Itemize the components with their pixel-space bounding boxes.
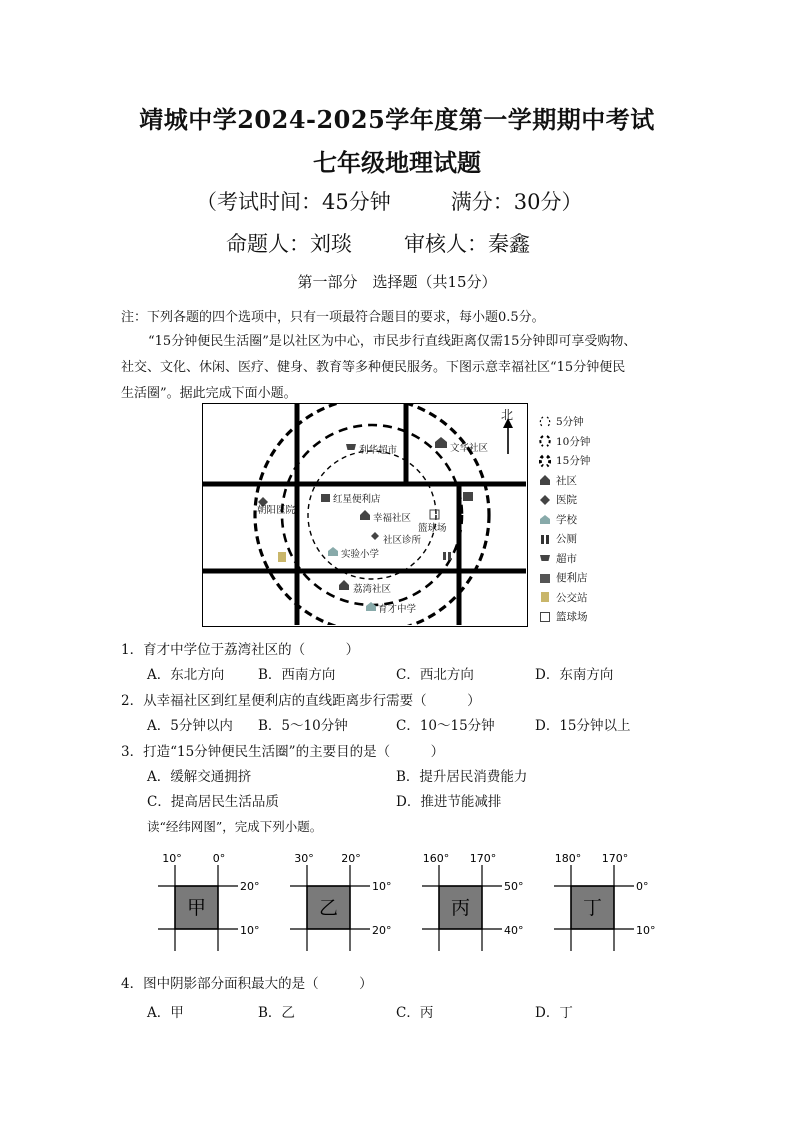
grid-figure-2 bbox=[290, 851, 400, 951]
legend-item: 篮球场 bbox=[538, 607, 590, 627]
legend-item: 社区 bbox=[538, 471, 590, 491]
q3-option-c[interactable]: C．提高居民生活品质 bbox=[147, 794, 279, 810]
supermarket-icon bbox=[346, 444, 356, 450]
instruction-note: 注：下列各题的四个选项中，只有一项最符合题目的要求，每小题0.5分。 bbox=[121, 310, 545, 325]
intro-line-2: 社交、文化、休闲、医疗、健身、教育等多种便民服务。下图示意幸福社区“15分钟便民 bbox=[121, 360, 626, 375]
grid-figure-3 bbox=[422, 851, 532, 951]
legend-item: 5分钟 bbox=[538, 412, 590, 432]
legend-item: 10分钟 bbox=[538, 432, 590, 452]
court-icon bbox=[538, 610, 552, 624]
legend-item: 学校 bbox=[538, 510, 590, 530]
exam-title: 靖城中学2024-2025学年度第一学期期中考试 bbox=[139, 105, 655, 134]
q2-option-d[interactable]: D．15分钟以上 bbox=[535, 718, 631, 734]
lon-right-label: 170° bbox=[601, 852, 629, 865]
map-legend bbox=[538, 412, 590, 627]
lat-bottom-label: 10° bbox=[240, 924, 260, 937]
store-icon bbox=[321, 494, 330, 502]
lon-right-label: 0° bbox=[212, 852, 226, 865]
q3-option-d[interactable]: D．推进节能减排 bbox=[396, 794, 502, 810]
q1-option-b[interactable]: B．西南方向 bbox=[258, 667, 336, 683]
q1-option-c[interactable]: C．西北方向 bbox=[396, 667, 474, 683]
15min-circle-icon bbox=[538, 454, 552, 468]
grid-name: 丙 bbox=[450, 897, 471, 919]
label-hongxing: 红星便利店 bbox=[333, 494, 381, 505]
court-icon bbox=[430, 510, 439, 519]
intro-line-1: “15分钟便民生活圈”是以社区为中心，市民步行直线距离仅需15分钟即可享受购物、 bbox=[148, 334, 637, 349]
legend-item: 15分钟 bbox=[538, 451, 590, 471]
legend-item: 超市 bbox=[538, 549, 590, 569]
community-icon bbox=[339, 580, 349, 590]
q1-option-d[interactable]: D．东南方向 bbox=[535, 667, 614, 683]
intro-paragraph bbox=[121, 329, 681, 407]
school-icon bbox=[366, 602, 376, 611]
grid-name: 乙 bbox=[318, 897, 339, 919]
store-icon bbox=[463, 492, 473, 501]
lat-top-label: 50° bbox=[504, 880, 524, 893]
grid-name: 丁 bbox=[582, 897, 603, 919]
label-chaoyang: 朝阳医院 bbox=[257, 505, 296, 516]
q4-option-d[interactable]: D．丁 bbox=[535, 1005, 573, 1021]
label-yucai: 育才中学 bbox=[378, 604, 417, 615]
toilet-icon bbox=[538, 532, 552, 546]
supermarket-icon bbox=[538, 551, 552, 565]
school-icon bbox=[538, 512, 552, 526]
q1-option-a[interactable]: A．东北方向 bbox=[147, 667, 225, 683]
q3-option-a[interactable]: A．缓解交通拥挤 bbox=[147, 769, 252, 785]
5min-circle-icon bbox=[538, 415, 552, 429]
bus-stop-icon bbox=[538, 590, 552, 604]
10min-circle-icon bbox=[538, 434, 552, 448]
bus-stop-icon bbox=[278, 552, 286, 562]
full-score: 满分：30分） bbox=[450, 190, 583, 214]
lon-left-label: 10° bbox=[162, 852, 182, 865]
lon-right-label: 20° bbox=[341, 852, 361, 865]
q4-option-b[interactable]: B．乙 bbox=[258, 1005, 295, 1021]
setter: 命题人：刘琰 bbox=[226, 232, 352, 256]
hospital-icon bbox=[538, 493, 552, 507]
question-2: 2．从幸福社区到红星便利店的直线距离步行需要（ ） bbox=[121, 693, 481, 709]
lat-top-label: 20° bbox=[240, 880, 260, 893]
reviewer: 审核人：秦鑫 bbox=[404, 232, 530, 256]
intro-line-3: 生活圈”。据此完成下面小题。 bbox=[121, 386, 297, 401]
lon-right-label: 170° bbox=[469, 852, 497, 865]
q4-option-a[interactable]: A．甲 bbox=[147, 1005, 184, 1021]
exam-staff bbox=[226, 228, 530, 258]
exam-time: （考试时间：45分钟 bbox=[196, 190, 391, 214]
section-title: 第一部分 选择题（共15分） bbox=[297, 273, 497, 291]
community-map bbox=[202, 403, 528, 627]
school-icon bbox=[328, 547, 338, 556]
q2-option-b[interactable]: B．5～10分钟 bbox=[258, 718, 348, 734]
label-lanqiu: 篮球场 bbox=[418, 523, 447, 534]
q3-option-b[interactable]: B．提升居民消费能力 bbox=[396, 769, 528, 785]
hospital-icon bbox=[371, 532, 379, 540]
label-liwan: 荔湾社区 bbox=[353, 584, 392, 595]
toilet-icon bbox=[443, 552, 446, 560]
community-icon bbox=[360, 510, 370, 520]
lat-bottom-label: 20° bbox=[372, 924, 392, 937]
north-arrow bbox=[503, 418, 513, 454]
lat-top-label: 0° bbox=[636, 880, 649, 893]
exam-subtitle: 七年级地理试题 bbox=[313, 148, 481, 177]
q4-option-c[interactable]: C．丙 bbox=[396, 1005, 434, 1021]
grid-intro: 读“经纬网图”，完成下列小题。 bbox=[147, 819, 323, 834]
question-3: 3．打造“15分钟便民生活圈”的主要目的是（ ） bbox=[121, 744, 445, 760]
grid-name: 甲 bbox=[186, 897, 207, 919]
grid-figure-1 bbox=[158, 851, 268, 951]
community-icon bbox=[435, 437, 447, 448]
legend-item: 公交站 bbox=[538, 588, 590, 608]
question-4: 4．图中阴影部分面积最大的是（ ） bbox=[121, 976, 373, 992]
legend-item: 医院 bbox=[538, 490, 590, 510]
lat-top-label: 10° bbox=[372, 880, 392, 893]
lon-left-label: 160° bbox=[422, 852, 450, 865]
q2-option-c[interactable]: C．10～15分钟 bbox=[396, 718, 495, 734]
q2-option-a[interactable]: A．5分钟以内 bbox=[147, 718, 233, 734]
lon-left-label: 30° bbox=[294, 852, 314, 865]
legend-item: 便利店 bbox=[538, 568, 590, 588]
label-shiyan: 实验小学 bbox=[341, 549, 380, 560]
question-1: 1．育才中学位于荔湾社区的（ ） bbox=[121, 642, 360, 658]
label-clinic: 社区诊所 bbox=[383, 535, 422, 546]
exam-info bbox=[196, 186, 582, 216]
legend-item: 公厕 bbox=[538, 529, 590, 549]
lat-bottom-label: 40° bbox=[504, 924, 524, 937]
community-icon bbox=[538, 473, 552, 487]
label-wenhua: 文华社区 bbox=[450, 443, 489, 454]
north-label: 北 bbox=[501, 408, 514, 422]
label-lihua: 利华超市 bbox=[359, 445, 398, 456]
lat-bottom-label: 10° bbox=[636, 924, 656, 937]
lon-left-label: 180° bbox=[554, 852, 582, 865]
label-xingfu: 幸福社区 bbox=[373, 513, 412, 524]
store-icon bbox=[538, 571, 552, 585]
grid-figure-4 bbox=[554, 851, 664, 951]
